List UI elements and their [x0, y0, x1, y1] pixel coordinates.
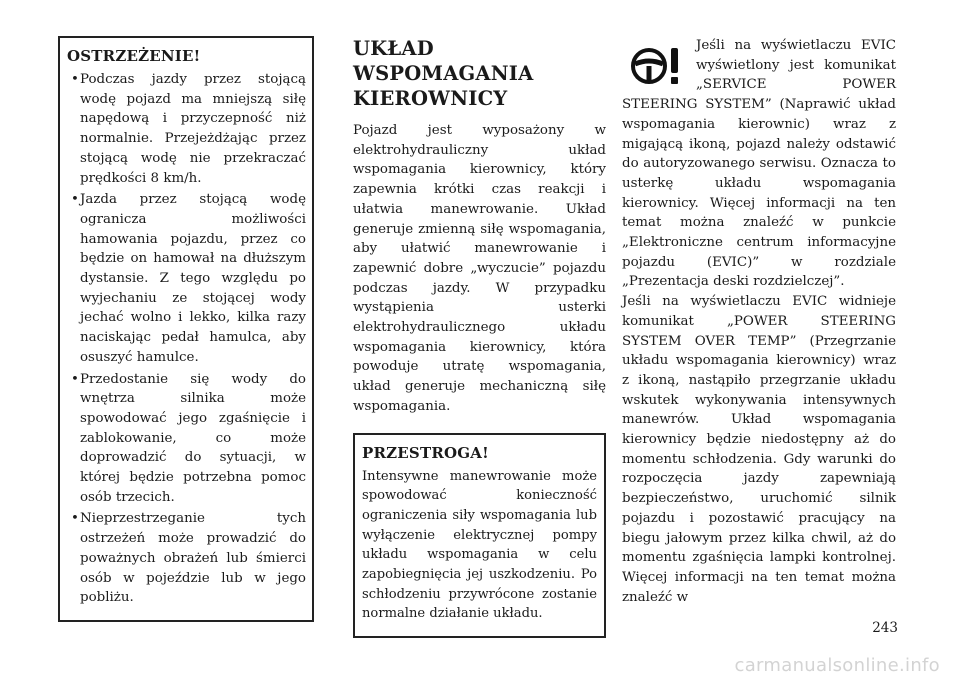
warning-item: • Przedostanie się wody do wnętrza silnika może spowodować jego zgaśnięcie i zablokowanie, co może doprowadzić do sytuacji, w której będzie potrzebna pomoc osób trzecich.: [67, 370, 306, 508]
section-heading-line: KIEROWNICY: [353, 87, 508, 110]
warning-item: • Jazda przez stojącą wodę ogranicza możliwości hamowania pojazdu, przez co będzie on hamował na dłuższym dystansie. Z tego względu po wyjechaniu ze stojącej wody jechać wolno i lekko, kilka razy naciskając pedał hamulca, aby osuszyć hamulce.: [67, 190, 306, 367]
caution-title: PRZESTROGA!: [362, 443, 489, 462]
steering-wheel-warning-icon: [630, 44, 686, 88]
warning-item: • Nieprzestrzeganie tych ostrzeżeń może prowadzić do poważnych obrażeń lub śmierci osób w pojeździe lub w jego pobliżu.: [67, 509, 306, 608]
section-heading: [353, 36, 606, 111]
warning-item: • Podczas jazdy przez stojącą wodę pojazd ma mniejszą siłę napędową i przyczepność niż normalnie. Przejeżdżając przez stojącą wodę nie przekraczać prędkości 8 km/h.: [67, 70, 306, 188]
right-column: [622, 36, 896, 607]
caution-body: Intensywne manewrowanie może spowodować konieczność ograniczenia siły wspomagania lub wyłączenie elektrycznej pompy układu wspomagania w celu zapobiegnięcia jej uszkodzeniu. Po schłodzeniu przywrócone zostanie normalne działanie układu.: [362, 468, 597, 622]
watermark: carmanualsonline.info: [734, 655, 940, 676]
warning-title: OSTRZEŻENIE!: [67, 47, 201, 65]
section-heading-line: WSPOMAGANIA: [353, 62, 534, 85]
evic-block: [622, 36, 896, 292]
warning-list: [67, 70, 306, 608]
evic-service-paragraph: Jeśli na wyświetlaczu EVIC wyświetlony jest komunikat „SERVICE POWER STEERING SYSTEM” (Naprawić układ wspomagania kierownic) wraz z migającą ikoną, pojazd należy odstawić do autoryzowanego serwisu. Oznacza to usterkę układu wspomagania kierownicy. Więcej informacji na ten temat można znaleźć w punkcie „Elektroniczne centrum informacyjne pojazdu (EVIC)” w rozdziale „Prezentacja deski rozdzielczej”.: [622, 38, 896, 290]
section-heading-line: UKŁAD: [353, 37, 434, 60]
left-column: [58, 36, 314, 622]
caution-box: [353, 433, 606, 639]
warning-box: [58, 36, 314, 622]
section-body: Pojazd jest wyposażony w elektrohydrauliczny układ wspomagania kierownicy, który zapewnia krótki czas reakcji i ułatwia manewrowanie. Układ generuje zmienną siłę wspomagania, aby ułatwić manewrowanie i zapewnić dobre „wyczucie” pojazdu podczas jazdy. W przypadku wystąpienia usterki elektrohydraulicznego układu wspomagania kierownicy, która powoduje utratę wspomagania, układ generuje mechaniczną siłę wspomagania.: [353, 123, 606, 414]
middle-column: [353, 36, 606, 638]
evic-overtemp-paragraph: Jeśli na wyświetlaczu EVIC widnieje komunikat „POWER STEERING SYSTEM OVER TEMP” (Przegrzanie układu wspomagania kierownicy) wraz z ikoną, nastąpiło przegrzanie układu wskutek wykonywania intensywnych manewrów. Układ wspomagania kierownicy będzie niedostępny aż do momentu schłodzenia. Gdy warunki do rozpoczęcia jazdy zapewniają bezpieczeństwo, uruchomić silnik pojazdu i pozostawić pracujący na biegu jałowym przez kilka chwil, aż do momentu zgaśnięcia lampki kontrolnej. Więcej informacji na ten temat można znaleźć w: [622, 294, 896, 605]
page-number: 243: [872, 620, 898, 636]
